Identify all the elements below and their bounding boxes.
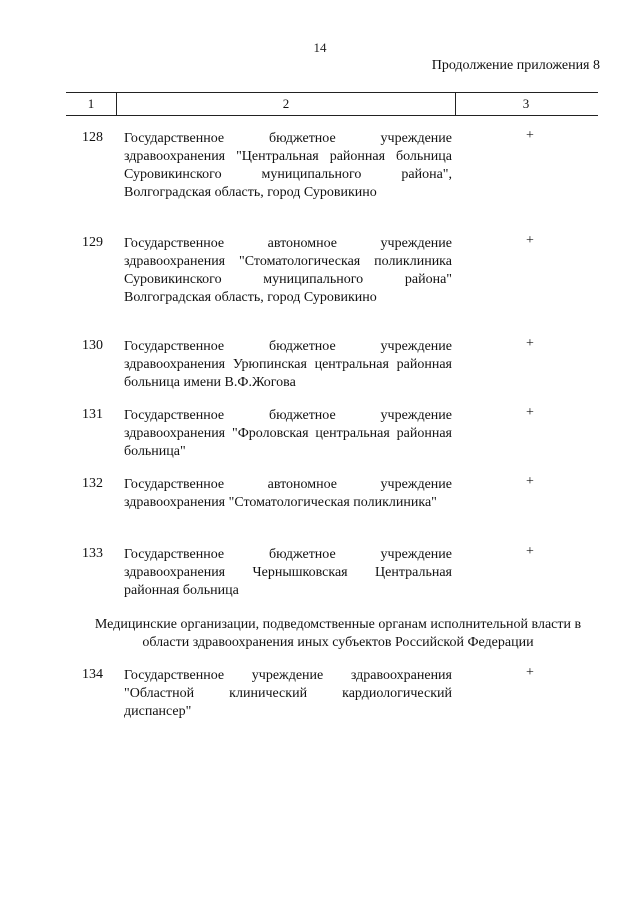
header-col-1: 1 bbox=[87, 96, 95, 111]
row-mark: + bbox=[526, 128, 534, 143]
row-mark: + bbox=[526, 474, 534, 489]
section-heading: Медицинские организации, подведомственные органам исполнительной власти в области здравоохранения иных субъектов Российской Федерации bbox=[94, 617, 582, 650]
row-mark: + bbox=[526, 405, 534, 420]
row-number: 132 bbox=[82, 476, 103, 491]
page-number: 14 bbox=[313, 40, 327, 55]
row-number: 131 bbox=[82, 407, 103, 422]
organization-name: Государственное бюджетное учреждение здравоохранения Чернышковская Центральная районная больница bbox=[124, 547, 452, 598]
header-col-3: 3 bbox=[522, 96, 530, 111]
row-number: 130 bbox=[82, 338, 103, 353]
header-col-2: 2 bbox=[116, 93, 456, 115]
row-number: 134 bbox=[82, 667, 103, 682]
organization-name: Государственное автономное учреждение здравоохранения "Стоматологическая поликлиника Суровикинского муниципального района" Волгоградская область, город Суровикино bbox=[124, 236, 452, 305]
row-number: 128 bbox=[82, 130, 103, 145]
organization-name: Государственное бюджетное учреждение здравоохранения Урюпинская центральная районная больница имени В.Ф.Жогова bbox=[124, 339, 452, 390]
continuation-title: Продолжение приложения 8 bbox=[431, 58, 600, 73]
row-mark: + bbox=[526, 544, 534, 559]
table-header bbox=[66, 92, 598, 116]
row-number: 133 bbox=[82, 546, 103, 561]
row-mark: + bbox=[526, 665, 534, 680]
organization-name: Государственное бюджетное учреждение здравоохранения "Фроловская центральная районная больница" bbox=[124, 408, 452, 459]
row-mark: + bbox=[526, 336, 534, 351]
organization-name: Государственное бюджетное учреждение здравоохранения "Центральная районная больница Суровикинского муниципального района", Волгоградская область, город Суровикино bbox=[124, 131, 452, 200]
row-mark: + bbox=[526, 233, 534, 248]
row-number: 129 bbox=[82, 235, 103, 250]
organization-name: Государственное автономное учреждение здравоохранения "Стоматологическая поликлиника" bbox=[124, 477, 452, 510]
organization-name: Государственное учреждение здравоохранения "Областной клинический кардиологический диспансер" bbox=[124, 668, 452, 719]
